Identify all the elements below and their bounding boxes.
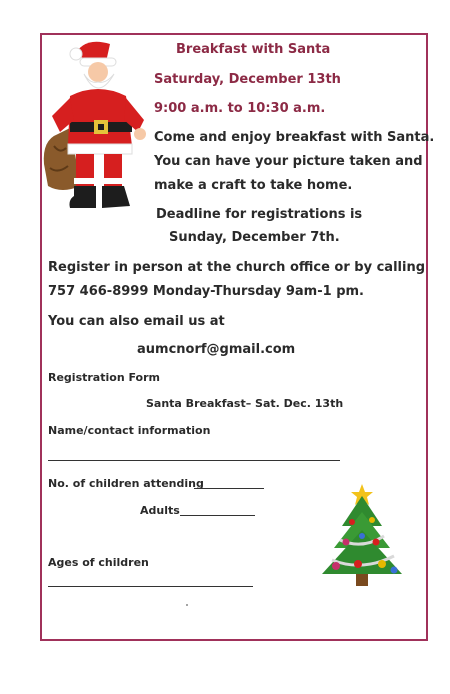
- adults-blank[interactable]: [180, 515, 255, 516]
- event-title: Breakfast with Santa: [176, 42, 331, 57]
- children-count-label: No. of children attending: [48, 477, 204, 490]
- stray-mark: [186, 604, 188, 606]
- event-time: 9:00 a.m. to 10:30 a.m.: [154, 101, 326, 116]
- name-contact-label: Name/contact information: [48, 424, 211, 437]
- registration-form-heading: Registration Form: [48, 371, 160, 384]
- event-date: Saturday, December 13th: [154, 72, 341, 87]
- santa-icon: [40, 36, 152, 214]
- email-address[interactable]: aumcnorf@gmail.com: [137, 342, 296, 357]
- registration-form-subheading: Santa Breakfast– Sat. Dec. 13th: [146, 397, 344, 410]
- adults-label: Adults: [140, 504, 180, 517]
- children-count-blank[interactable]: [194, 488, 264, 489]
- intro-line-2: You can have your picture taken and: [154, 154, 423, 169]
- deadline-line-2: Sunday, December 7th.: [169, 230, 340, 245]
- register-line-1: Register in person at the church office or by calling: [48, 260, 426, 275]
- intro-line-3: make a craft to take home.: [154, 178, 353, 193]
- deadline-line-1: Deadline for registrations is: [156, 207, 363, 222]
- register-line-2: 757 466-8999 Monday-Thursday 9am-1 pm.: [48, 284, 364, 299]
- ages-blank[interactable]: [48, 586, 253, 587]
- intro-line-1: Come and enjoy breakfast with Santa.: [154, 130, 435, 145]
- email-intro: You can also email us at: [48, 314, 225, 329]
- name-contact-blank[interactable]: [48, 460, 340, 461]
- ages-label: Ages of children: [48, 556, 149, 569]
- christmas-tree-icon: [312, 480, 412, 590]
